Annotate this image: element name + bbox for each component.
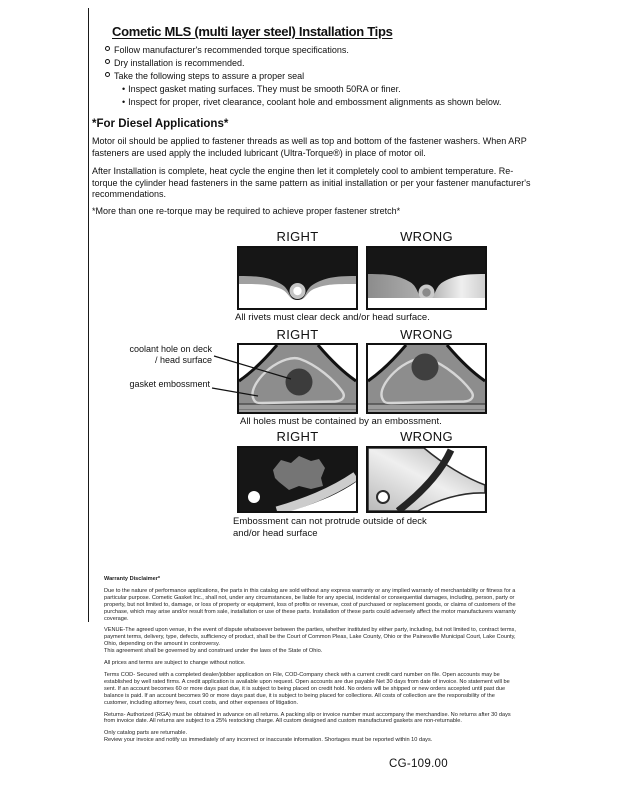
list-item [105, 83, 565, 96]
tip-text: Dry installation is recommended. [114, 58, 245, 68]
fig1-right-diagram [237, 246, 358, 310]
tip-text: Inspect gasket mating surfaces. They must be smooth 50RA or finer. [128, 84, 401, 94]
legal-paragraph: All prices and terms are subject to change without notice. [104, 660, 246, 667]
list-item [105, 44, 565, 57]
coolant-hole-callout: coolant hole on deck / head surface [129, 344, 212, 365]
fig2-caption: All holes must be contained by an embossment. [240, 416, 442, 427]
diesel-paragraph-2: After Installation is complete, heat cycle the engine then let it completely cool to ambient temperature. Re-torque the cylinder head fasteners in the same pattern as initial installation or per your fastener manufacturer's recommendations. [92, 166, 531, 200]
open-bullet-icon [105, 59, 110, 64]
fig3-wrong-diagram [366, 446, 487, 513]
fig2-right-label: RIGHT [276, 327, 319, 342]
gasket-embossment-callout: gasket embossment [129, 379, 210, 389]
installation-tips-list [105, 44, 565, 109]
tip-text: Take the following steps to assure a proper seal [114, 71, 305, 81]
legal-paragraph: Returns- Authorized (RGA) must be obtained in advance on all returns. A packing slip or invoice number must accompany the merchandise. No returns after 30 days from invoice date. All returns are subject to a 25% restocking charge. All custom designed and custom manufactured gaskets are non-returnable. [104, 711, 511, 725]
fig1-caption: All rivets must clear deck and/or head surface. [235, 312, 430, 323]
list-item [105, 70, 565, 83]
page-code: CG-109.00 [389, 758, 448, 770]
list-item [105, 57, 565, 70]
left-page-rule [88, 8, 89, 622]
legal-paragraph: Review your invoice and notify us immediately of any incorrect or inaccurate information. Shortages must be reported within 10 days. [104, 737, 433, 744]
diesel-applications-heading: *For Diesel Applications* [92, 118, 229, 130]
diesel-note: *More than one re-torque may be required to achieve proper fastener stretch* [92, 206, 401, 216]
page-title: Cometic MLS (multi layer steel) Installation Tips [112, 24, 393, 39]
fig2-right-diagram [237, 343, 358, 414]
fig3-caption: Embossment can not protrude outside of deck and/or head surface [233, 516, 427, 539]
filled-bullet-icon: • [122, 84, 126, 94]
fig3-wrong-label: WRONG [400, 429, 453, 444]
list-item [105, 96, 565, 109]
tip-text: Follow manufacturer's recommended torque specifications. [114, 45, 349, 55]
fig3-right-diagram [237, 446, 358, 513]
fig2-wrong-diagram [366, 343, 487, 414]
warranty-disclaimer-heading: Warranty Disclaimer* [104, 576, 161, 582]
legal-paragraph: This agreement shall be governed by and construed under the laws of the State of Ohio. [104, 648, 323, 655]
legal-paragraph: VENUE-The agreed upon venue, in the event of dispute whatsoever between the parties, whether instituted by either party, including, but not limited to, contract terms, payment terms, delivery, type, defects, sufficiency of product, shall be the Court of Common Pleas, Lake County, Ohio or the Painesville Municipal Court, Lake County, Ohio, depending on the amount in controversy. [104, 627, 516, 648]
open-bullet-icon [105, 72, 110, 77]
fig1-wrong-label: WRONG [400, 229, 453, 244]
open-bullet-icon [105, 46, 110, 51]
fig1-right-label: RIGHT [276, 229, 319, 244]
fig1-wrong-diagram [366, 246, 487, 310]
fig3-right-label: RIGHT [276, 429, 319, 444]
diesel-paragraph-1: Motor oil should be applied to fastener threads as well as top and bottom of the fastener washers. When ARP fasteners are used apply the included lubricant (Ultra-Torque®) in place of motor oil. [92, 136, 527, 158]
legal-fine-print [104, 576, 517, 749]
legal-paragraph: Due to the nature of performance applications, the parts in this catalog are sold without any express warranty or any implied warranty of merchantability or fitness for a particular purpose. Cometic Gasket Inc., shall not, under any circumstances, be liable for any special, incidental or consequential damages, including, person, party or property, but not limited to, damage, or loss of property or equipment, loss of profits or revenue, cost of purchased or replacement goods, or claims of customers of the purchase, which may arise and/or result from sale, installation or use of these parts. Installation of these parts could adversely affect the motor manufacturers warranty coverage. [104, 587, 516, 622]
legal-paragraph: Only catalog parts are returnable. [104, 730, 188, 737]
filled-bullet-icon: • [122, 97, 126, 107]
fig2-wrong-label: WRONG [400, 327, 453, 342]
legal-paragraph: Terms COD- Secured with a completed dealer/jobber application on File, COD-Company check with a current credit card number on file. Open accounts may be established by well rated firms. A credit application is available upon request. Open accounts are due payable Net 30 days from date of invoice. No statement will be sent. If an account becomes 60 or more days past due, it is subject to being placed on credit hold. No orders will be shipped or new orders accepted until past due balance is paid. If an account becomes 90 or more days past due, it is subject to being placed for collections. All costs of collection are the responsibility of the customer, including attorney fees, court costs, and other expenses of litigation. [104, 671, 510, 706]
tip-text: Inspect for proper, rivet clearance, coolant hole and embossment alignments as shown below. [128, 97, 502, 107]
